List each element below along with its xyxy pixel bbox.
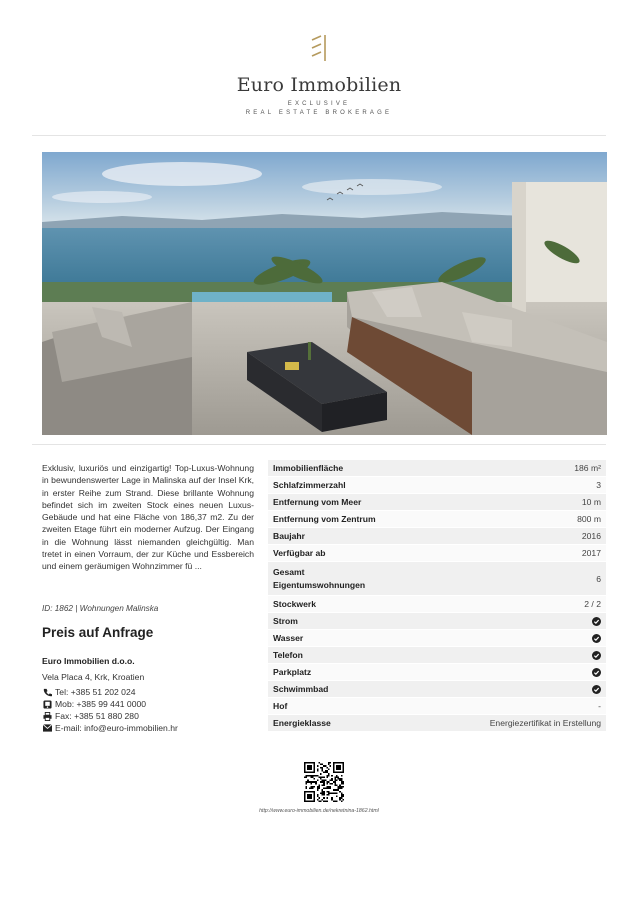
envelope-icon xyxy=(42,724,52,733)
details-value: 6 xyxy=(596,573,601,584)
details-row xyxy=(268,511,606,528)
details-value: 800 m xyxy=(577,514,601,524)
details-row xyxy=(268,681,606,698)
qr-code xyxy=(304,762,344,802)
details-label: Entfernung vom Zentrum xyxy=(273,514,376,524)
contact-tel xyxy=(42,687,136,697)
details-row xyxy=(268,528,606,545)
company-address: Vela Placa 4, Krk, Kroatien xyxy=(42,672,145,682)
brand-logo-icon xyxy=(306,34,330,64)
details-value: 3 xyxy=(596,480,601,490)
contact-mob-text: Mob: +385 99 441 0000 xyxy=(55,699,147,709)
details-row xyxy=(268,596,606,613)
property-photo xyxy=(42,152,607,435)
contact-tel-text: Tel: +385 51 202 024 xyxy=(55,687,136,697)
property-details-table xyxy=(268,460,606,732)
details-row xyxy=(268,715,606,732)
phone-icon xyxy=(42,688,52,697)
details-row xyxy=(268,698,606,715)
details-label: Baujahr xyxy=(273,531,305,541)
details-label: Hof xyxy=(273,701,288,711)
details-label: Telefon xyxy=(273,650,303,660)
property-description: Exklusiv, luxuriös und einzigartig! Top-Luxus-Wohnung in bewundenswerter Lage in Malinska auf der Insel Krk, in erster Reihe zum Strand. Diese brillante Wohnung befindet sich im zweiten Stock eines neuen Luxus-Gebäude und hat eine Fläche von 186,37 m2. Zu der zweiten Etage führt ein moderner Aufzug. Der Eingang in die Wohnung lässt niemanden gleichgültig. Man tretet in einen Vorraum, der zur Küche und Essbereich und einem geräumigen Wohnzimmer fü ... xyxy=(42,463,254,572)
company-name: Euro Immobilien d.o.o. xyxy=(42,656,135,666)
details-row xyxy=(268,613,606,630)
brand-tagline-exclusive: EXCLUSIVE xyxy=(287,101,351,107)
details-label: Stockwerk xyxy=(273,599,316,609)
details-label: Parkplatz xyxy=(273,667,312,677)
brand-name: Euro Immobilien xyxy=(236,74,402,96)
contact-fax-text: Fax: +385 51 880 280 xyxy=(55,711,139,721)
contact-mob xyxy=(42,699,146,709)
details-row xyxy=(268,630,606,647)
contact-email[interactable] xyxy=(42,723,178,733)
details-label: Energieklasse xyxy=(273,718,331,728)
price-label: Preis auf Anfrage xyxy=(42,625,154,640)
details-row xyxy=(268,545,606,562)
details-row xyxy=(268,664,606,681)
contact-email-text[interactable]: E-mail: info@euro-immobilien.hr xyxy=(55,723,178,733)
check-circle-icon xyxy=(592,685,601,694)
details-label: Gesamt Eigentumswohnungen xyxy=(273,566,366,590)
details-label: Schlafzimmerzahl xyxy=(273,480,346,490)
details-row xyxy=(268,460,606,477)
details-row xyxy=(268,477,606,494)
header-divider xyxy=(32,135,606,136)
details-label: Entfernung vom Meer xyxy=(273,497,362,507)
details-value: 2 / 2 xyxy=(584,599,601,609)
details-value: - xyxy=(598,701,601,711)
details-label: Schwimmbad xyxy=(273,684,329,694)
details-value: 2017 xyxy=(581,548,601,558)
photo-divider xyxy=(32,444,606,445)
details-value: Energiezertifikat in Erstellung xyxy=(489,718,601,728)
details-label: Wasser xyxy=(273,633,304,643)
check-circle-icon xyxy=(592,617,601,626)
listing-url[interactable]: http://www.euro-immobilien.de/nekretnina-1862.html xyxy=(259,808,379,814)
check-circle-icon xyxy=(592,634,601,643)
details-label: Immobilienfläche xyxy=(273,463,344,473)
details-row xyxy=(268,562,606,596)
details-label: Verfügbar ab xyxy=(273,548,326,558)
details-row xyxy=(268,494,606,511)
brand-tagline-brokerage: REAL ESTATE BROKERAGE xyxy=(245,110,393,116)
details-label: Strom xyxy=(273,616,298,626)
listing-id-category: ID: 1862 | Wohnungen Malinska xyxy=(42,604,159,613)
details-value: 2016 xyxy=(581,531,601,541)
fax-printer-icon xyxy=(42,712,52,721)
check-circle-icon xyxy=(592,668,601,677)
details-value: 10 m xyxy=(581,497,601,507)
check-circle-icon xyxy=(592,651,601,660)
mobile-icon xyxy=(42,700,52,709)
contact-fax xyxy=(42,711,139,721)
details-row xyxy=(268,647,606,664)
details-value: 186 m² xyxy=(574,463,601,473)
